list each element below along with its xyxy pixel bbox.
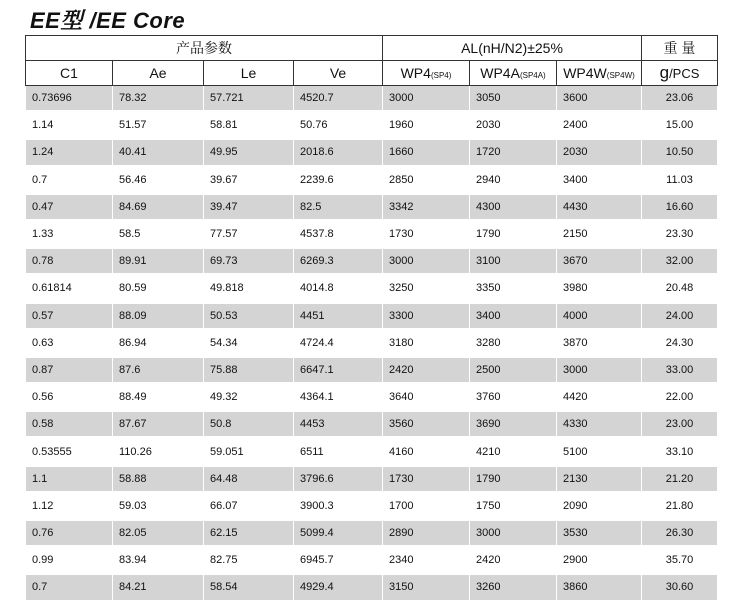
header-row-columns <box>26 61 718 86</box>
cell-c1: 0.7 <box>26 166 113 193</box>
cell-ae: 84.21 <box>113 574 204 601</box>
cell-wp4w: 2030 <box>557 139 642 166</box>
cell-wp4a: 3280 <box>470 329 557 356</box>
cell-c1: 0.53555 <box>26 438 113 465</box>
cell-weight: 20.48 <box>642 275 718 302</box>
cell-le: 39.67 <box>204 166 294 193</box>
cell-wp4a: 3400 <box>470 302 557 329</box>
cell-ve: 6647.1 <box>294 356 383 383</box>
table-row <box>26 384 718 411</box>
cell-wp4: 1700 <box>383 492 470 519</box>
cell-ve: 5099.4 <box>294 520 383 547</box>
cell-c1: 1.33 <box>26 220 113 247</box>
cell-weight: 22.00 <box>642 384 718 411</box>
cell-weight: 16.60 <box>642 193 718 220</box>
cell-wp4a: 4210 <box>470 438 557 465</box>
cell-wp4a: 1790 <box>470 220 557 247</box>
cell-ve: 4453 <box>294 411 383 438</box>
cell-c1: 0.63 <box>26 329 113 356</box>
cell-le: 62.15 <box>204 520 294 547</box>
cell-wp4a: 2500 <box>470 356 557 383</box>
cell-wp4a: 3350 <box>470 275 557 302</box>
cell-wp4: 3000 <box>383 86 470 112</box>
header-ve: Ve <box>294 61 383 86</box>
cell-wp4a: 3000 <box>470 520 557 547</box>
header-row-groups <box>26 36 718 61</box>
table-body <box>26 86 718 602</box>
cell-ae: 88.09 <box>113 302 204 329</box>
cell-ve: 6269.3 <box>294 248 383 275</box>
cell-le: 54.34 <box>204 329 294 356</box>
cell-wp4: 2420 <box>383 356 470 383</box>
cell-wp4a: 1790 <box>470 465 557 492</box>
table-row <box>26 492 718 519</box>
cell-wp4a: 4300 <box>470 193 557 220</box>
header-wp4w-main: WP4W <box>563 65 607 81</box>
cell-c1: 0.99 <box>26 547 113 574</box>
table-row <box>26 411 718 438</box>
cell-weight: 24.00 <box>642 302 718 329</box>
cell-wp4w: 2150 <box>557 220 642 247</box>
cell-c1: 0.78 <box>26 248 113 275</box>
header-weight-g: g <box>659 63 670 82</box>
cell-ae: 82.05 <box>113 520 204 547</box>
cell-wp4w: 2090 <box>557 492 642 519</box>
cell-wp4: 2890 <box>383 520 470 547</box>
header-c1: C1 <box>26 61 113 86</box>
cell-ae: 87.67 <box>113 411 204 438</box>
cell-le: 66.07 <box>204 492 294 519</box>
cell-le: 39.47 <box>204 193 294 220</box>
cell-ae: 87.6 <box>113 356 204 383</box>
cell-wp4: 3250 <box>383 275 470 302</box>
cell-le: 69.73 <box>204 248 294 275</box>
cell-le: 77.57 <box>204 220 294 247</box>
cell-wp4w: 4420 <box>557 384 642 411</box>
cell-c1: 0.47 <box>26 193 113 220</box>
cell-wp4: 3300 <box>383 302 470 329</box>
cell-le: 58.54 <box>204 574 294 601</box>
cell-weight: 23.30 <box>642 220 718 247</box>
cell-ae: 88.49 <box>113 384 204 411</box>
cell-wp4a: 2940 <box>470 166 557 193</box>
cell-wp4a: 1750 <box>470 492 557 519</box>
cell-wp4a: 3690 <box>470 411 557 438</box>
cell-wp4w: 3530 <box>557 520 642 547</box>
cell-wp4w: 3000 <box>557 356 642 383</box>
cell-wp4: 2340 <box>383 547 470 574</box>
table-row <box>26 520 718 547</box>
cell-weight: 11.03 <box>642 166 718 193</box>
table-row <box>26 248 718 275</box>
cell-wp4a: 2420 <box>470 547 557 574</box>
cell-le: 82.75 <box>204 547 294 574</box>
cell-ve: 4451 <box>294 302 383 329</box>
header-le: Le <box>204 61 294 86</box>
cell-weight: 32.00 <box>642 248 718 275</box>
cell-weight: 23.00 <box>642 411 718 438</box>
cell-c1: 0.76 <box>26 520 113 547</box>
header-wp4 <box>383 61 470 86</box>
cell-weight: 10.50 <box>642 139 718 166</box>
header-wp4w-sub: (SP4W) <box>606 71 635 80</box>
cell-le: 50.53 <box>204 302 294 329</box>
cell-wp4w: 3670 <box>557 248 642 275</box>
header-al: AL(nH/N2)±25% <box>383 36 642 61</box>
table-row <box>26 220 718 247</box>
cell-wp4: 3180 <box>383 329 470 356</box>
cell-wp4: 3640 <box>383 384 470 411</box>
header-ae: Ae <box>113 61 204 86</box>
table-row <box>26 356 718 383</box>
cell-wp4w: 3980 <box>557 275 642 302</box>
cell-c1: 1.24 <box>26 139 113 166</box>
cell-wp4a: 1720 <box>470 139 557 166</box>
cell-c1: 1.14 <box>26 112 113 139</box>
core-spec-table <box>25 35 718 603</box>
cell-c1: 0.73696 <box>26 86 113 112</box>
cell-wp4a: 2030 <box>470 112 557 139</box>
cell-wp4a: 3760 <box>470 384 557 411</box>
cell-wp4: 3000 <box>383 248 470 275</box>
cell-ve: 82.5 <box>294 193 383 220</box>
cell-c1: 1.1 <box>26 465 113 492</box>
cell-wp4w: 5100 <box>557 438 642 465</box>
cell-wp4: 4160 <box>383 438 470 465</box>
cell-weight: 23.06 <box>642 86 718 112</box>
cell-ve: 4724.4 <box>294 329 383 356</box>
cell-ve: 4014.8 <box>294 275 383 302</box>
cell-wp4: 3150 <box>383 574 470 601</box>
cell-le: 64.48 <box>204 465 294 492</box>
cell-wp4a: 3260 <box>470 574 557 601</box>
cell-ve: 4520.7 <box>294 86 383 112</box>
cell-ve: 4537.8 <box>294 220 383 247</box>
table-row <box>26 193 718 220</box>
table-row <box>26 574 718 601</box>
cell-wp4w: 3600 <box>557 86 642 112</box>
cell-wp4: 1960 <box>383 112 470 139</box>
cell-wp4w: 4000 <box>557 302 642 329</box>
cell-ve: 50.76 <box>294 112 383 139</box>
header-wp4-main: WP4 <box>400 65 431 81</box>
cell-ae: 86.94 <box>113 329 204 356</box>
cell-c1: 0.87 <box>26 356 113 383</box>
cell-weight: 21.80 <box>642 492 718 519</box>
cell-le: 50.8 <box>204 411 294 438</box>
cell-c1: 0.57 <box>26 302 113 329</box>
cell-wp4w: 2400 <box>557 112 642 139</box>
table-row <box>26 465 718 492</box>
cell-wp4: 1660 <box>383 139 470 166</box>
cell-weight: 30.60 <box>642 574 718 601</box>
cell-le: 59.051 <box>204 438 294 465</box>
table-row <box>26 112 718 139</box>
cell-wp4: 3560 <box>383 411 470 438</box>
cell-ve: 4364.1 <box>294 384 383 411</box>
cell-ae: 58.88 <box>113 465 204 492</box>
cell-wp4w: 2130 <box>557 465 642 492</box>
cell-wp4: 1730 <box>383 220 470 247</box>
cell-ae: 89.91 <box>113 248 204 275</box>
cell-weight: 35.70 <box>642 547 718 574</box>
cell-ve: 6511 <box>294 438 383 465</box>
cell-ve: 2018.6 <box>294 139 383 166</box>
cell-weight: 33.00 <box>642 356 718 383</box>
cell-ve: 3900.3 <box>294 492 383 519</box>
cell-le: 57.721 <box>204 86 294 112</box>
cell-wp4w: 4430 <box>557 193 642 220</box>
table-row <box>26 139 718 166</box>
cell-wp4a: 3050 <box>470 86 557 112</box>
cell-ae: 110.26 <box>113 438 204 465</box>
cell-ve: 4929.4 <box>294 574 383 601</box>
cell-ae: 78.32 <box>113 86 204 112</box>
cell-ae: 83.94 <box>113 547 204 574</box>
table-row <box>26 166 718 193</box>
cell-le: 49.95 <box>204 139 294 166</box>
cell-weight: 26.30 <box>642 520 718 547</box>
table-row <box>26 547 718 574</box>
header-weight: 重 量 <box>642 36 718 61</box>
cell-weight: 15.00 <box>642 112 718 139</box>
cell-ve: 3796.6 <box>294 465 383 492</box>
cell-wp4w: 3400 <box>557 166 642 193</box>
cell-ve: 6945.7 <box>294 547 383 574</box>
cell-le: 58.81 <box>204 112 294 139</box>
cell-ae: 80.59 <box>113 275 204 302</box>
header-product-params: 产品参数 <box>26 36 383 61</box>
header-wp4a-main: WP4A <box>480 65 520 81</box>
header-weight-pcs: /PCS <box>669 66 700 81</box>
cell-weight: 21.20 <box>642 465 718 492</box>
cell-wp4w: 2900 <box>557 547 642 574</box>
cell-ve: 2239.6 <box>294 166 383 193</box>
cell-wp4: 3342 <box>383 193 470 220</box>
table-row <box>26 329 718 356</box>
header-wp4-sub: (SP4) <box>430 71 452 80</box>
cell-wp4: 2850 <box>383 166 470 193</box>
cell-ae: 56.46 <box>113 166 204 193</box>
cell-ae: 40.41 <box>113 139 204 166</box>
cell-weight: 33.10 <box>642 438 718 465</box>
cell-le: 49.818 <box>204 275 294 302</box>
cell-ae: 84.69 <box>113 193 204 220</box>
header-wp4a-sub: (SP4A) <box>519 71 546 80</box>
cell-wp4: 1730 <box>383 465 470 492</box>
cell-le: 75.88 <box>204 356 294 383</box>
header-wp4a <box>470 61 557 86</box>
cell-wp4w: 3870 <box>557 329 642 356</box>
cell-ae: 58.5 <box>113 220 204 247</box>
header-weight-unit <box>642 61 718 86</box>
table-row <box>26 275 718 302</box>
cell-wp4w: 3860 <box>557 574 642 601</box>
cell-c1: 0.61814 <box>26 275 113 302</box>
cell-c1: 0.58 <box>26 411 113 438</box>
cell-ae: 59.03 <box>113 492 204 519</box>
table-row <box>26 302 718 329</box>
cell-le: 49.32 <box>204 384 294 411</box>
cell-weight: 24.30 <box>642 329 718 356</box>
page-title: EE型 /EE Core <box>30 8 186 33</box>
header-wp4w <box>557 61 642 86</box>
cell-c1: 1.12 <box>26 492 113 519</box>
cell-wp4a: 3100 <box>470 248 557 275</box>
cell-c1: 0.56 <box>26 384 113 411</box>
cell-wp4w: 4330 <box>557 411 642 438</box>
cell-c1: 0.7 <box>26 574 113 601</box>
cell-ae: 51.57 <box>113 112 204 139</box>
table-row <box>26 438 718 465</box>
table-row <box>26 86 718 112</box>
